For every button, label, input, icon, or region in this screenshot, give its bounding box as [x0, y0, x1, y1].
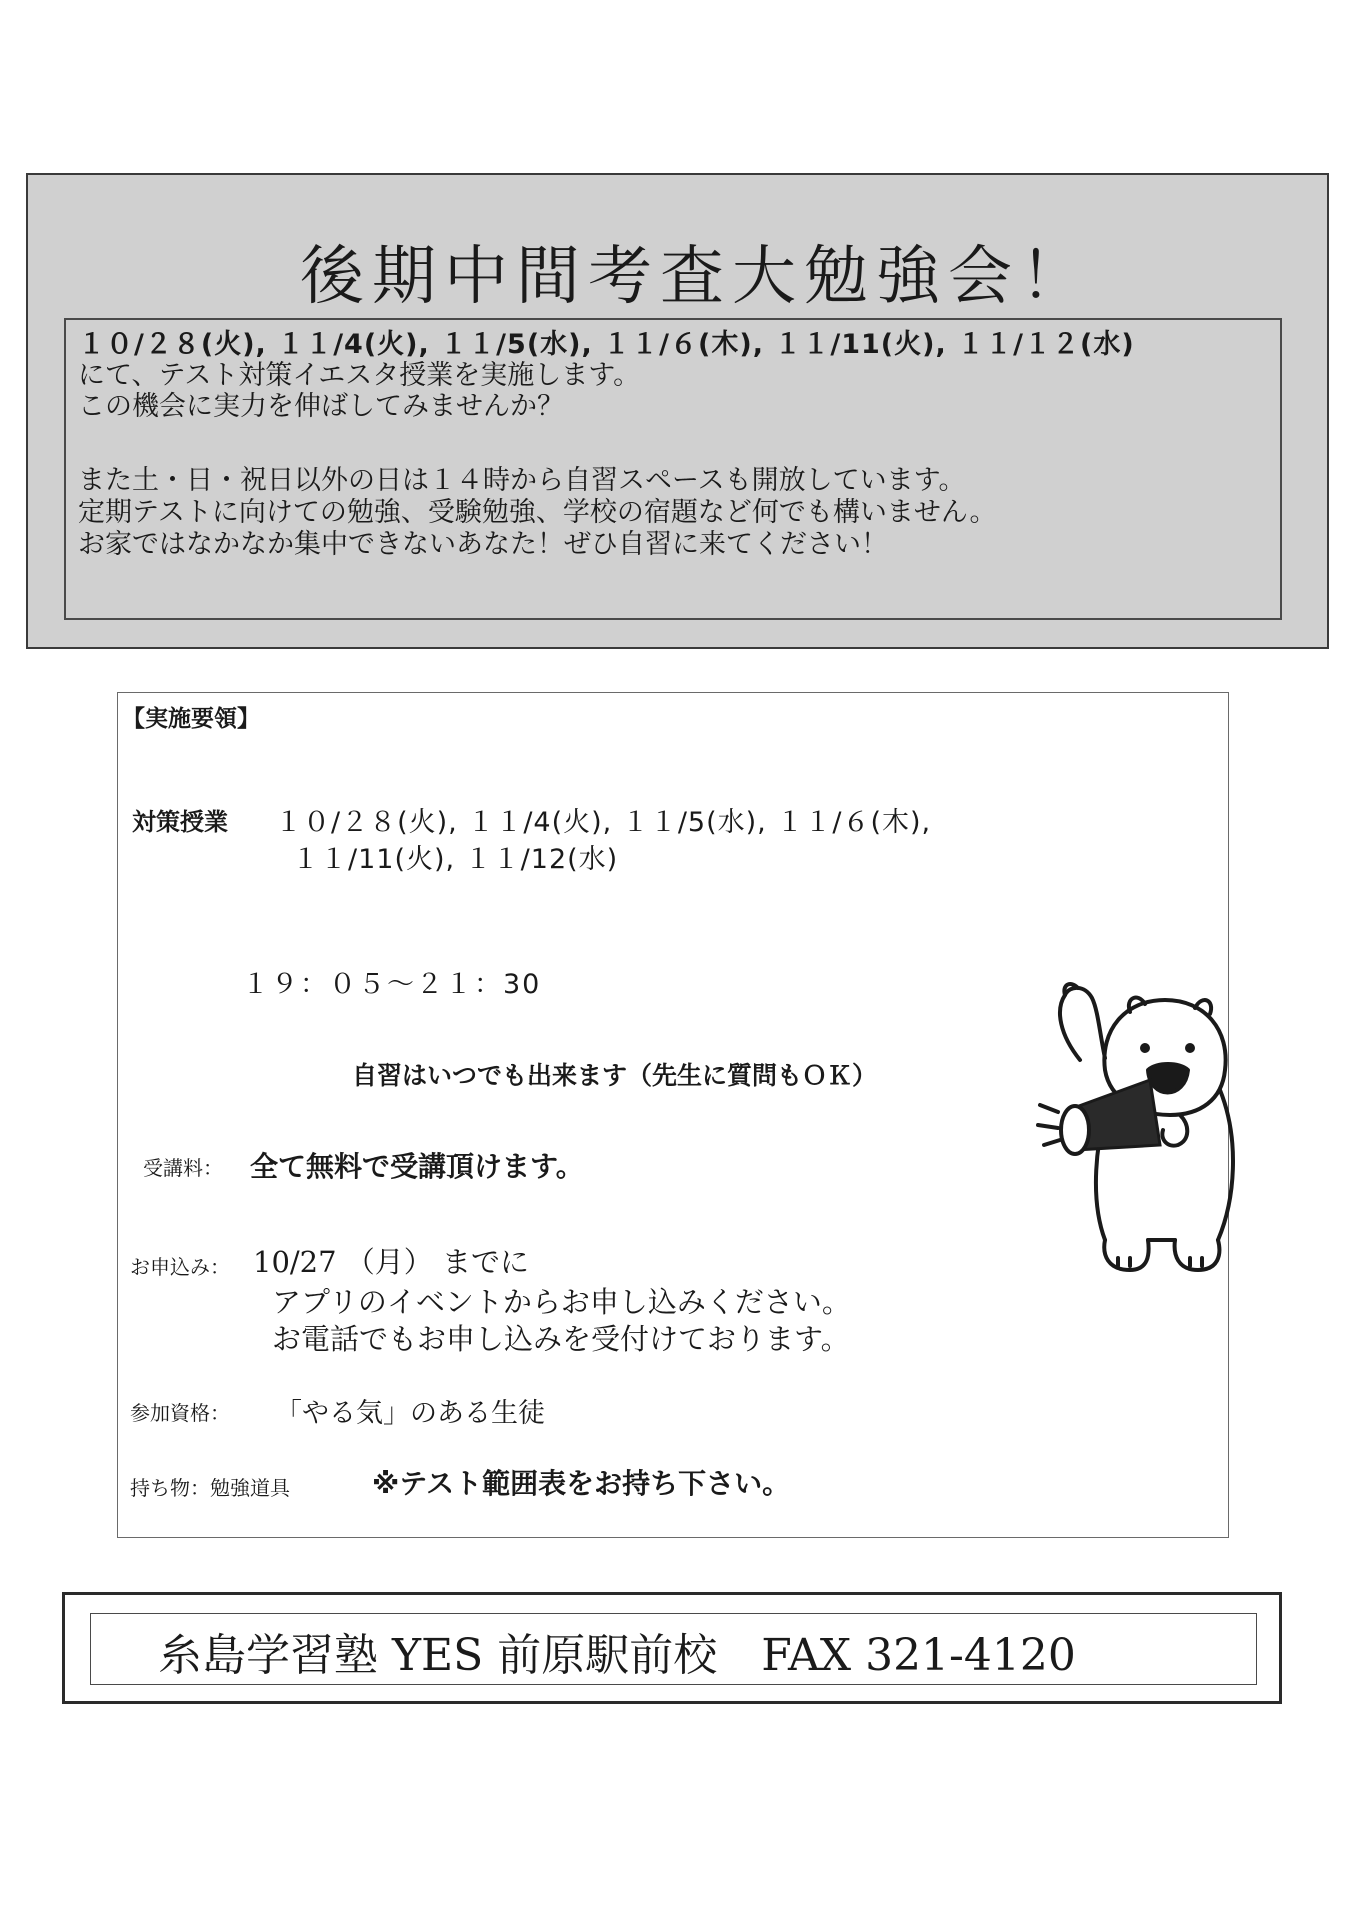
event-title: 後期中間考査大勉強会！ — [300, 240, 1092, 314]
apply-deadline: 10/27 （月） までに — [253, 1245, 530, 1279]
bring-note: ※テスト範囲表をお持ち下さい。 — [372, 1467, 791, 1500]
classes-label: 対策授業 — [132, 808, 228, 836]
classes-dates-2: １１/11(火), １１/12(水) — [292, 844, 619, 875]
self-study-note: 自習はいつでも出来ます（先生に質問もＯＫ） — [352, 1061, 878, 1090]
apply-method-app: アプリのイベントからお申し込みください。 — [272, 1285, 851, 1319]
bring-label: 持ち物：勉強道具 — [130, 1476, 290, 1500]
details-heading: 【実施要領】 — [122, 706, 260, 732]
class-time: １９：０５～２１：30 — [242, 969, 542, 1000]
intro-text-1: にて、テスト対策イエスタ授業を実施します。 — [78, 360, 641, 391]
apply-method-phone: お電話でもお申し込みを受付けております。 — [272, 1322, 850, 1356]
eligibility-label: 参加資格： — [130, 1401, 230, 1425]
eligibility-value: 「やる気」のある生徒 — [275, 1398, 545, 1429]
fee-label: 受講料： — [143, 1156, 223, 1180]
intro-dates: １０/２８(火), １１/4(火), １１/5(水), １１/６(木), １１/11(火), １１/１２(水) — [78, 329, 1135, 360]
school-contact: 糸島学習塾 YES 前原駅前校 FAX 321-4120 — [158, 1630, 1076, 1681]
apply-label: お申込み： — [130, 1255, 230, 1279]
polar-bear-megaphone-icon — [1030, 940, 1240, 1285]
fee-value: 全て無料で受講頂けます。 — [250, 1150, 584, 1183]
intro-text-3: また土・日・祝日以外の日は１４時から自習スペースも開放しています。 — [78, 465, 966, 496]
intro-text-4: 定期テストに向けての勉強、受験勉強、学校の宿題など何でも構いません。 — [78, 497, 997, 528]
classes-dates-1: １０/２８(火), １１/4(火), １１/5(水), １１/６(木), — [275, 807, 932, 838]
intro-text-2: この機会に実力を伸ばしてみませんか？ — [78, 391, 564, 422]
intro-text-5: お家ではなかなか集中できないあなた！ぜひ自習に来てください！ — [78, 529, 888, 560]
